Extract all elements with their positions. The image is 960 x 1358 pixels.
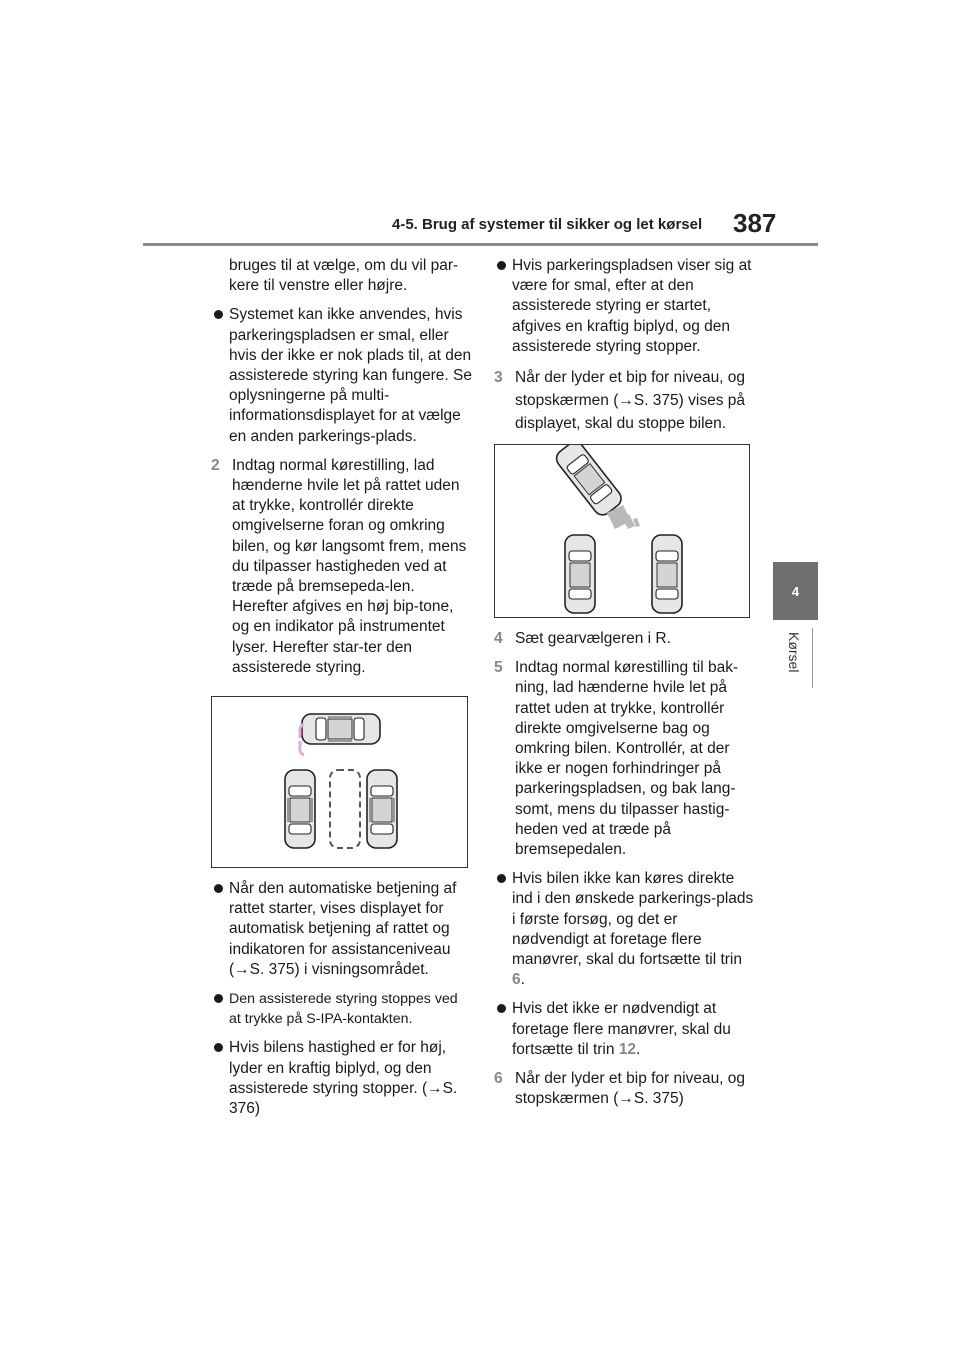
bullet-item: Hvis bilen ikke kan køres direkte ind i den ønskede parkerings-plads i første forsøg, og det er nødvendigt at foretage flere manøvrer, skal du fortsætte til trin 6.: [494, 869, 756, 990]
left-column: [211, 256, 473, 1128]
step-reference: 6: [512, 971, 521, 989]
bullet-item: Hvis det ikke er nødvendigt at foretage flere manøvrer, skal du fortsætte til trin 12.: [494, 999, 756, 1060]
bullet-text: Hvis bilens hastighed er for høj, lyder en kraftig biplyd, og den assisterede styring stopper. (→S. 376): [229, 1039, 458, 1118]
bullet-text: Hvis det ikke er nødvendigt at foretage flere manøvrer, skal du fortsætte til trin: [512, 1000, 731, 1058]
bullet-item: [211, 305, 473, 446]
step-3: [494, 366, 756, 435]
step-number: 6: [494, 1070, 503, 1088]
step-text: Indtag normal kørestilling til bak-ning, lad hænderne hvile let på rattet uden at trykke, kontrollér direkte omgivelserne bag og omkring bilen. Kontrollér, at der ikke er nogen forhindringer på parkeringspladsen, og bak lang-somt, mens du tilpasser hastig-heden ved at træde på bremsepedalen.: [515, 659, 739, 859]
step-5: [494, 658, 756, 860]
angled-car-icon: [553, 445, 625, 518]
continued-paragraph: bruges til at vælge, om du vil par-kere til venstre eller højre.: [229, 257, 459, 295]
step-4: [494, 629, 756, 649]
bullet-dot-icon: [214, 884, 223, 893]
parked-car-front-icon: [285, 770, 315, 848]
bullet-dot-icon: [214, 1043, 223, 1052]
moving-car-icon: [302, 714, 380, 744]
step-text: Sæt gearvælgeren i R.: [515, 630, 671, 648]
step-number: 3: [494, 369, 503, 387]
header-divider: [143, 243, 818, 246]
step-text: Når der lyder et bip for niveau, og stopskærmen (→S. 375): [515, 1070, 746, 1108]
parked-car-icon: [652, 535, 682, 613]
step-number: 5: [494, 659, 503, 677]
parked-car-rear-icon: [367, 770, 397, 848]
bullet-text: Den assisterede styring stoppes ved at trykke på S-IPA-kontakten.: [229, 991, 458, 1028]
chapter-tab[interactable]: [773, 562, 818, 620]
step-number: 4: [494, 630, 503, 648]
page-number: 387: [733, 208, 777, 238]
bullet-text: Når den automatiske betjening af rattet starter, vises displayet for automatisk betjening af rattet og indikatoren for assistanceniveau (→S. 375) i visningsområdet.: [229, 880, 457, 978]
step-number: 2: [211, 456, 220, 474]
figure-parallel-parking-start: [211, 696, 468, 868]
step-2: [211, 456, 473, 678]
bullet-dot-icon: [497, 874, 506, 883]
bullet-dot-icon: [214, 310, 223, 319]
chapter-label: Kørsel: [786, 632, 802, 673]
step-text: Indtag normal kørestilling, lad hænderne hvile let på rattet uden at trykke, kontrollér direkte omgivelserne foran og omkring bilen, og kør langsomt frem, mens du tilpasser hastigheden ved at træde på bremsepeda-len. Herefter afgives en høj bip-tone, og en indikator på instrumentet lyser. Herefter star-ter den assisterede styring.: [232, 456, 467, 676]
bullet-text: Hvis parkeringspladsen viser sig at være for smal, efter at den assisterede styring er startet, afgives en kraftig biplyd, og den assisterede styring stopper.: [512, 257, 752, 355]
parked-car-icon: [565, 535, 595, 613]
bullet-dot-icon: [497, 1004, 506, 1013]
right-column: [494, 256, 756, 1118]
figure-stop-position: [494, 444, 750, 618]
bullet-item: [211, 989, 473, 1029]
bullet-dot-icon: [214, 994, 223, 1003]
bullet-item: [211, 1038, 473, 1119]
bullet-text: Systemet kan ikke anvendes, hvis parkeringspladsen er smal, eller hvis der ikke er nok plads til, at den assisterede styring kan fungere. Se oplysningerne på multi-informationsdisplayet for at vælge en anden parkerings-plads.: [229, 306, 472, 445]
bullet-item: [211, 879, 473, 980]
step-text: Når der lyder et bip for niveau, og stopskærmen (→S. 375) vises på displayet, skal du stoppe bilen.: [515, 369, 746, 433]
step-reference: 12: [618, 1040, 637, 1058]
step-6: [494, 1069, 756, 1109]
highlight-bracket-icon: [300, 741, 304, 755]
bullet-dot-icon: [497, 261, 506, 270]
section-title: 4-5. Brug af systemer til sikker og let kørsel: [392, 216, 703, 233]
bullet-item: [494, 256, 756, 357]
bullet-text: Hvis bilen ikke kan køres direkte ind i den ønskede parkerings-plads i første forsøg, og det er nødvendigt at foretage flere manøvrer, skal du fortsætte til trin: [512, 870, 754, 969]
target-space-outline: [330, 770, 360, 848]
side-divider: [812, 628, 813, 688]
chapter-tab-number: 4: [791, 584, 800, 599]
